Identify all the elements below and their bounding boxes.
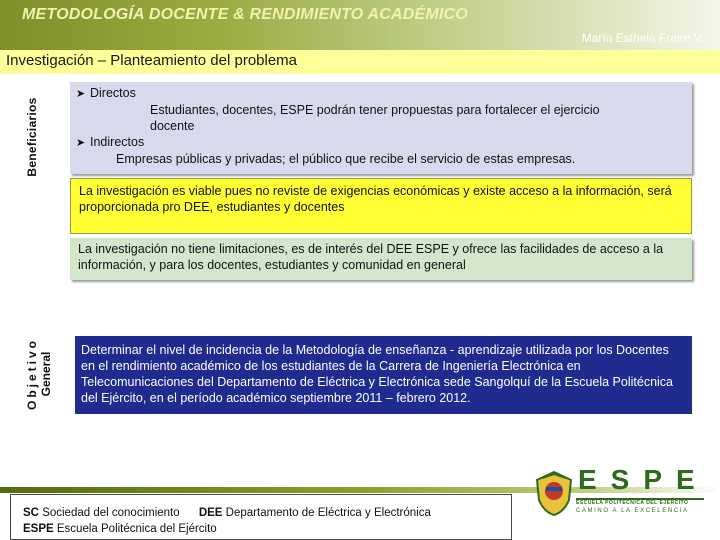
arrow-bullet-icon: ➤ [76, 88, 86, 100]
sc-abbr: SC [23, 507, 39, 519]
indirect-text: Empresas públicas y privadas; el público que recibe el servicio de estas empresas. [116, 152, 576, 166]
glossary-line-1 [23, 505, 499, 521]
direct-heading: Directos [90, 86, 136, 100]
espe-text: Escuela Politécnica del Ejército [56, 523, 217, 535]
direct-text-1: Estudiantes, docentes, ESPE podrán tener propuestas para fortalecer el ejercicio [150, 103, 600, 117]
espe-abbr: ESPE [23, 523, 54, 535]
general-objective-box: Determinar el nivel de incidencia de la Metodología de enseñanza - aprendizaje utilizada por los Docentes en el rendimiento académico de los estudiantes de la Carrera de Ingeniería Electrónica en Telecomunicaciones del Departamento de Eléctrica y Electrónica sede Sangolquí de la Escuela Politécnica del Ejército, en el período académico septiembre 2011 – febrero 2012. [75, 336, 692, 414]
dee-abbr: DEE [198, 507, 223, 519]
direct-heading-row [76, 85, 686, 102]
espe-emblem-icon [534, 470, 574, 516]
arrow-bullet-icon: ➤ [76, 137, 86, 149]
glossary-box [10, 494, 512, 540]
author-name: María Esthela Freire V. [581, 31, 704, 45]
beneficiaries-box [70, 82, 692, 174]
espe-logo [530, 466, 710, 520]
objetivo-label-line2: General [39, 351, 53, 397]
slide-title: METODOLOGÍA DOCENTE & RENDIMIENTO ACADÉMICO [22, 6, 468, 23]
logo-wordmark: ESPE [578, 464, 709, 495]
objetivo-general-label [25, 314, 53, 434]
beneficiarios-label: Beneficiarios [25, 97, 39, 177]
indirect-heading: Indirectos [90, 135, 145, 149]
logo-subtitle-1: ESCUELA POLITÉCNICA DEL EJÉRCITO [576, 500, 689, 506]
indirect-heading-row [76, 134, 686, 151]
objetivo-label-line1: Objetivo [25, 338, 39, 411]
dee-text: Departamento de Eléctrica y Electrónica [225, 507, 431, 519]
viability-box: La investigación es viable pues no reviste de exigencias económicas y existe acceso a la información, será proporcionada pro DEE, estudiantes y docentes [70, 178, 692, 234]
logo-subtitle-2: CAMINO A LA EXCELENCIA [576, 508, 689, 514]
section-subtitle: Investigación – Planteamiento del problema [6, 52, 298, 69]
glossary-line-2 [23, 521, 499, 537]
direct-text-2: docente [150, 119, 195, 133]
limitations-box: La investigación no tiene limitaciones, es de interés del DEE ESPE y ofrece las facilidades de acceso a la información, y para los docentes, estudiantes y comunidad en general [70, 238, 692, 280]
sc-text: Sociedad del conocimiento [42, 507, 180, 519]
